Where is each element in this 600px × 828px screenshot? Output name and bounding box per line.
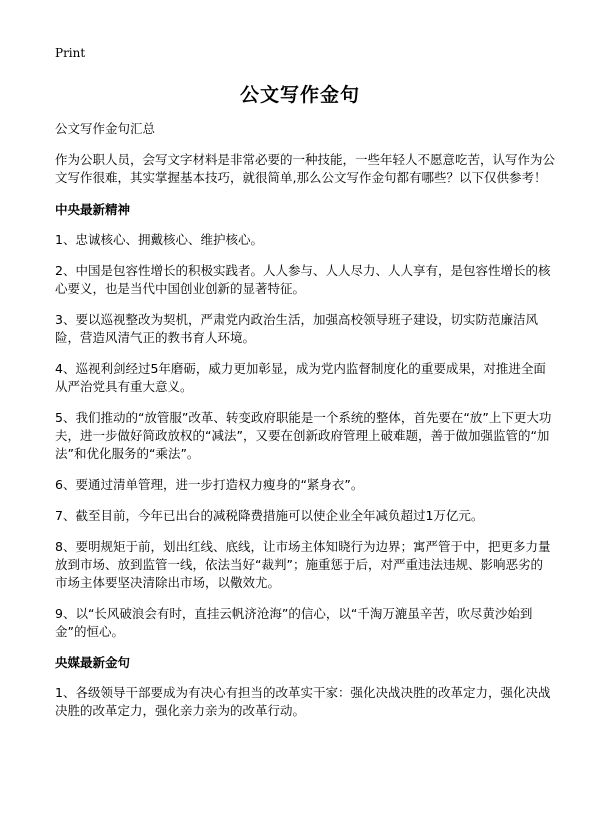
section-heading: 中央最新精神 (55, 202, 131, 217)
list-item: 1、忠诚核心、拥戴核心、维护核心。 (55, 232, 263, 247)
list-item: 1、各级领导干部要成为有决心有担当的改革实干家：强化决战决胜的改革定力，强化决战决胜的改革定力，强化亲力亲为的改革行动。 (55, 685, 551, 718)
list-item: 4、巡视利剑经过5年磨砺，威力更加彰显，成为党内监督制度化的重要成果，对推进全面从严治党具有重大意义。 (55, 361, 546, 394)
list-item: 8、要明规矩于前，划出红线、底线，让市场主体知晓行为边界；寓严管于中，把更多力量放到市场、放到监管一线，依法当好“裁判”；施重惩于后，对严重违法违规、影响恶劣的市场主体要坚决清除出市场，以儆效尤。 (55, 539, 551, 590)
list-item: 9、以“长风破浪会有时，直挂云帆济沧海”的信心，以“千淘万漉虽辛苦，吹尽黄沙始到金”的恒心。 (55, 606, 533, 639)
list-item: 6、要通过清单管理，进一步打造权力瘦身的“紧身衣”。 (55, 477, 364, 492)
section-heading: 央媒最新金句 (55, 655, 131, 670)
list-item: 5、我们推动的“放管服”改革、转变政府职能是一个系统的整体，首先要在“放”上下更大功夫，进一步做好简政放权的“减法”，又要在创新政府管理上破难题，善于做加强监管的“加法”和优化服务的“乘法”。 (55, 410, 552, 461)
page-title: 公文写作金句 (239, 84, 360, 106)
list-item: 3、要以巡视整改为契机，严肃党内政治生活，加强高校领导班子建设，切实防范廉洁风险，营造风清气正的教书育人环境。 (55, 312, 538, 345)
intro-paragraph: 作为公职人员，会写文字材料是非常必要的一种技能，一些年轻人不愿意吃苦，认写作为公文写作很难，其实掌握基本技巧，就很简单,那么公文写作金句都有哪些？以下仅供参考！ (55, 152, 556, 185)
list-item: 7、截至目前，今年已出台的减税降费措施可以使企业全年减负超过1万亿元。 (55, 508, 484, 523)
list-item: 2、中国是包容性增长的积极实践者。人人参与、人人尽力、人人享有，是包容性增长的核心要义，也是当代中国创业创新的显著特征。 (55, 263, 551, 296)
document-subtitle: 公文写作金句汇总 (55, 121, 156, 136)
print-link[interactable]: Print (55, 46, 86, 60)
document-body (55, 120, 555, 733)
